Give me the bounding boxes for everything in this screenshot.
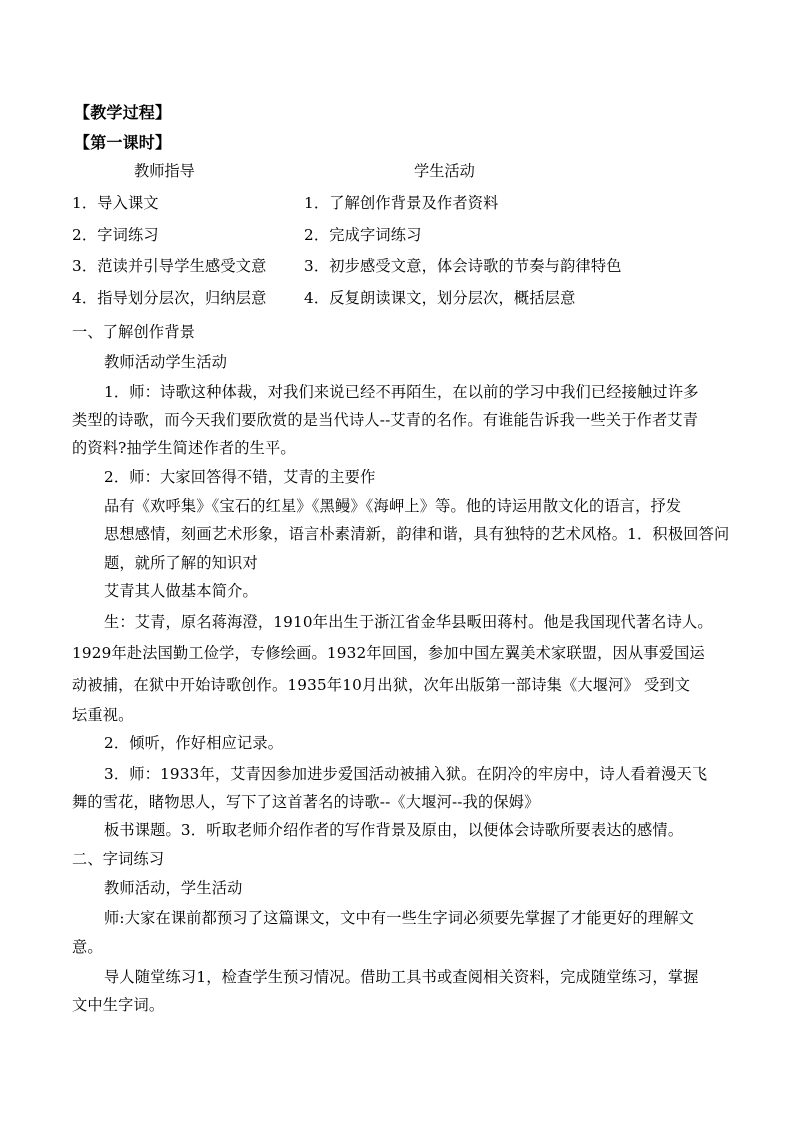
paragraph-line: 思想感情，刻画艺术形象，语言朴素清新，韵律和谐，具有独特的艺术风格。1．积极回答问	[104, 525, 730, 543]
heading-first-lesson: 【第一课时】	[74, 133, 172, 152]
table-row	[72, 288, 732, 308]
paragraph-line: 2．倾听，作好相应记录。	[104, 734, 284, 752]
table-header-student: 学生活动	[414, 162, 475, 180]
table-row	[72, 225, 732, 245]
paragraph-line: 教师活动学生活动	[104, 353, 228, 371]
table-cell-student: 4．反复朗读课文，划分层次，概括层意	[304, 289, 576, 307]
section-title-background: 一、了解创作背景	[72, 323, 196, 341]
paragraph-line: 动被捕，在狱中开始诗歌创作。1935年10月出狱，次年出版第一部诗集《大堰河》 受到文	[72, 676, 691, 694]
paragraph-line: 导人随堂练习1，检查学生预习情况。借助工具书或查阅相关资料，完成随堂练习，掌握	[104, 968, 699, 986]
paragraph-line: 意。	[72, 938, 103, 956]
paragraph-line: 的资料?抽学生简述作者的生平。	[72, 439, 296, 457]
paragraph-line: 1929年赴法国勤工俭学，专修绘画。1932年回国，参加中国左翼美术家联盟，因从事爱国运	[72, 644, 705, 662]
table-cell-teacher: 1．导入课文	[72, 194, 159, 212]
paragraph-line: 文中生字词。	[72, 996, 165, 1014]
table-cell-teacher: 2．字词练习	[72, 226, 159, 244]
table-cell-teacher: 4．指导划分层次，归纳层意	[72, 289, 267, 307]
paragraph-line: 类型的诗歌，而今天我们要欣赏的是当代诗人--艾青的名作。有谁能告诉我一些关于作者艾青	[72, 411, 699, 429]
table-header-teacher: 教师指导	[134, 162, 195, 180]
paragraph-line: 艾青其人做基本简介。	[104, 582, 258, 600]
paragraph-line: 板书课题。3．听取老师介绍作者的写作背景及原由，以便体会诗歌所要表达的感情。	[104, 821, 684, 839]
section-title-vocabulary: 二、字词练习	[72, 850, 165, 868]
paragraph-line: 题，就所了解的知识对	[104, 554, 258, 572]
paragraph-line: 品有《欢呼集》《宝石的红星》《黑鳗》《海岬上》等。他的诗运用散文化的语言，抒发	[104, 497, 682, 515]
table-cell-student: 1．了解创作背景及作者资料	[304, 194, 499, 212]
paragraph-line: 生：艾青，原名蒋海澄，1910年出生于浙江省金华县畈田蒋村。他是我国现代著名诗人。	[104, 613, 713, 631]
table-cell-student: 3．初步感受文意，体会诗歌的节奏与韵律特色	[304, 257, 622, 275]
table-row	[72, 256, 732, 276]
table-cell-student: 2．完成字词练习	[304, 226, 422, 244]
heading-teaching-process: 【教学过程】	[74, 103, 172, 122]
table-row	[72, 193, 732, 213]
paragraph-line: 坛重视。	[72, 706, 134, 724]
paragraph-line: 教师活动，学生活动	[104, 879, 243, 897]
paragraph-line: 师:大家在课前都预习了这篇课文，文中有一些生字词必须要先掌握了才能更好的理解文	[104, 909, 695, 927]
paragraph-line: 3．师：1933年，艾青因参加进步爱国活动被捕入狱。在阴冷的牢房中，诗人看着漫天飞	[104, 765, 708, 783]
table-cell-teacher: 3．范读并引导学生感受文意	[72, 257, 267, 275]
paragraph-line: 2．师：大家回答得不错，艾青的主要作	[104, 468, 376, 486]
paragraph-line: 1．师：诗歌这种体裁，对我们来说已经不再陌生，在以前的学习中我们已经接触过许多	[104, 383, 699, 401]
paragraph-line: 舞的雪花，睹物思人，写下了这首著名的诗歌--《大堰河--我的保姆》	[72, 793, 540, 811]
